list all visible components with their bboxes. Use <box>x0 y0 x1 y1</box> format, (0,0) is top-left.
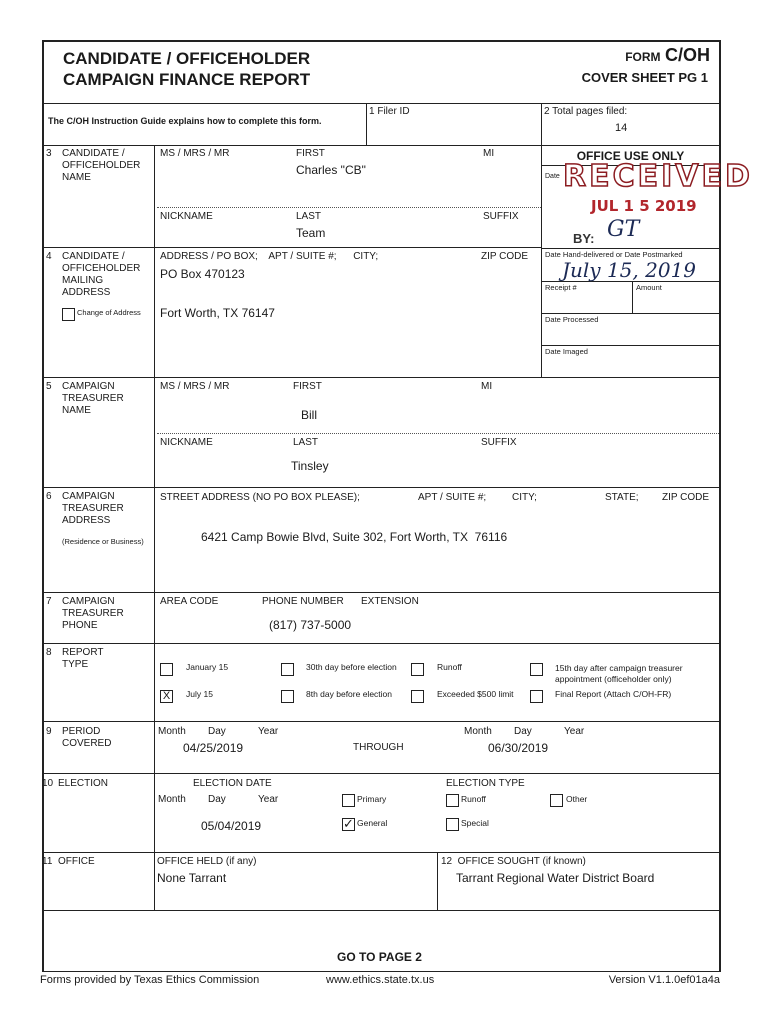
change-of-address-checkbox[interactable] <box>62 308 75 321</box>
treasurer-suffix-label: SUFFIX <box>481 437 517 448</box>
footer-version: Version V1.1.0ef01a4a <box>608 974 720 986</box>
date-processed-label: Date Processed <box>545 315 599 324</box>
treasurer-street-label: STREET ADDRESS (NO PO BOX PLEASE); <box>160 492 360 503</box>
stamp-date: JUL 1 5 2019 <box>591 197 697 215</box>
receipt-label: Receipt # <box>545 283 577 292</box>
special-checkbox[interactable] <box>446 818 459 831</box>
form-id <box>625 45 710 66</box>
section3-number: 3 <box>46 148 52 159</box>
office-sought-label: 12 OFFICE SOUGHT (if known) <box>441 856 586 867</box>
candidate-last-label: LAST <box>296 211 322 222</box>
election-date-label: ELECTION DATE <box>193 778 272 789</box>
cover-sheet-label: COVER SHEET PG 1 <box>581 70 708 85</box>
exceeded-label: Exceeded $500 limit <box>437 689 514 699</box>
section4-label: CANDIDATE / OFFICEHOLDER MAILING ADDRESS <box>62 251 141 298</box>
treasurer-address[interactable]: 6421 Camp Bowie Blvd, Suite 302, Fort Worth, TX 76116 <box>201 530 508 544</box>
instruction-text: The C/OH Instruction Guide explains how to complete this form. <box>48 116 322 126</box>
section10-number: 10 <box>42 778 54 789</box>
treasurer-mi-label: MI <box>481 381 493 392</box>
form-code: C/OH <box>665 45 710 65</box>
jan15-checkbox[interactable] <box>160 663 173 676</box>
election-date[interactable]: 05/04/2019 <box>201 819 262 833</box>
total-pages-label: 2 Total pages filed: <box>544 106 628 117</box>
treasurer-phone[interactable]: (817) 737-5000 <box>269 618 352 632</box>
by-label: BY: <box>573 231 595 246</box>
period-to[interactable]: 06/30/2019 <box>488 741 549 755</box>
election-month-label: Month <box>158 794 186 805</box>
section9-label: PERIOD COVERED <box>62 726 112 749</box>
treasurer-apt-label: APT / SUITE #; <box>418 492 487 503</box>
day8-checkbox[interactable] <box>281 690 294 703</box>
primary-checkbox[interactable] <box>342 794 355 807</box>
phone-number-label: PHONE NUMBER <box>262 596 344 607</box>
area-code-label: AREA CODE <box>160 596 219 607</box>
jan15-label: January 15 <box>186 662 229 672</box>
section6-label: CAMPAIGN TREASURER ADDRESS <box>62 491 124 526</box>
period-from[interactable]: 04/25/2019 <box>183 741 244 755</box>
candidate-suffix-label: SUFFIX <box>483 211 519 222</box>
filer-id-field[interactable] <box>380 120 535 140</box>
section6-note: (Residence or Business) <box>62 537 144 546</box>
candidate-first-name[interactable]: Charles "CB" <box>296 163 366 177</box>
day8-label: 8th day before election <box>306 689 393 699</box>
office-use-title: OFFICE USE ONLY <box>576 149 685 163</box>
final-report-checkbox[interactable] <box>530 690 543 703</box>
election-runoff-label: Runoff <box>461 794 486 804</box>
candidate-zip-label: ZIP CODE <box>481 251 529 262</box>
to-year-label: Year <box>564 726 585 737</box>
day30-checkbox[interactable] <box>281 663 294 676</box>
treasurer-prefix-label: MS / MRS / MR <box>160 381 230 392</box>
other-checkbox[interactable] <box>550 794 563 807</box>
change-of-address-label: Change of Address <box>77 308 141 317</box>
candidate-last-name[interactable]: Team <box>296 226 326 240</box>
day15-checkbox[interactable] <box>530 663 543 676</box>
other-label: Other <box>566 794 588 804</box>
jul15-label: July 15 <box>186 689 213 699</box>
special-label: Special <box>461 818 489 828</box>
total-pages-value[interactable]: 14 <box>615 122 628 134</box>
candidate-address-line2[interactable]: Fort Worth, TX 76147 <box>160 306 275 320</box>
section5-label: CAMPAIGN TREASURER NAME <box>62 381 124 416</box>
form-prefix: FORM <box>625 50 661 64</box>
from-year-label: Year <box>258 726 279 737</box>
footer-provided-by: Forms provided by Texas Ethics Commission <box>40 974 260 986</box>
day15-label: 15th day after campaign treasurer appointment (officeholder only) <box>555 663 683 684</box>
treasurer-state-label: STATE; <box>605 492 639 503</box>
candidate-first-label: FIRST <box>296 148 325 159</box>
through-label: THROUGH <box>353 742 404 753</box>
section8-label: REPORT TYPE <box>62 647 104 670</box>
runoff-label: Runoff <box>437 662 462 672</box>
election-day-label: Day <box>208 794 226 805</box>
day30-label: 30th day before election <box>306 662 397 672</box>
final-report-label: Final Report (Attach C/OH-FR) <box>555 689 672 699</box>
office-sought-value[interactable]: Tarrant Regional Water District Board <box>456 871 655 885</box>
by-initials: GT <box>607 217 640 242</box>
candidate-prefix-label: MS / MRS / MR <box>160 148 230 159</box>
candidate-address-label: ADDRESS / PO BOX; APT / SUITE #; CITY; <box>160 251 379 262</box>
received-stamp: RECEIVED <box>563 159 753 194</box>
filer-id-label: 1 Filer ID <box>369 106 410 117</box>
election-runoff-checkbox[interactable] <box>446 794 459 807</box>
amount-label: Amount <box>636 283 662 292</box>
office-held-value[interactable]: None Tarrant <box>157 871 227 885</box>
treasurer-first-label: FIRST <box>293 381 322 392</box>
section3-label: CANDIDATE / OFFICEHOLDER NAME <box>62 148 141 183</box>
election-year-label: Year <box>258 794 279 805</box>
candidate-mi-label: MI <box>483 148 495 159</box>
treasurer-first-name[interactable]: Bill <box>301 408 318 422</box>
hand-delivered-value[interactable]: July 15, 2019 <box>562 258 697 282</box>
section11-label: OFFICE <box>58 856 95 867</box>
treasurer-city-label: CITY; <box>512 492 537 503</box>
title-line-1: CANDIDATE / OFFICEHOLDER <box>63 49 311 68</box>
to-day-label: Day <box>514 726 532 737</box>
report-title <box>63 48 310 90</box>
general-label: General <box>357 818 388 828</box>
treasurer-zip-label: ZIP CODE <box>662 492 710 503</box>
section5-number: 5 <box>46 381 52 392</box>
treasurer-last-label: LAST <box>293 437 319 448</box>
primary-label: Primary <box>357 794 387 804</box>
hand-delivered-label: Date Hand-delivered or Date Postmarked <box>545 250 683 259</box>
treasurer-last-name[interactable]: Tinsley <box>291 459 329 473</box>
date-imaged-label: Date Imaged <box>545 347 588 356</box>
section9-number: 9 <box>46 726 52 737</box>
section11-number: 11 <box>42 856 53 867</box>
section4-number: 4 <box>46 251 52 262</box>
office-held-label: OFFICE HELD (if any) <box>157 856 257 867</box>
extension-label: EXTENSION <box>361 596 419 607</box>
candidate-nickname-label: NICKNAME <box>160 211 213 222</box>
general-checkbox[interactable]: ✓ <box>343 816 354 831</box>
treasurer-nickname-label: NICKNAME <box>160 437 213 448</box>
jul15-checkbox[interactable]: X <box>160 690 173 703</box>
section7-number: 7 <box>46 596 52 607</box>
exceeded-checkbox[interactable] <box>411 690 424 703</box>
title-line-2: CAMPAIGN FINANCE REPORT <box>63 70 311 89</box>
section7-label: CAMPAIGN TREASURER PHONE <box>62 596 124 631</box>
office-use-box <box>541 145 753 248</box>
section10-label: ELECTION <box>58 778 109 789</box>
go-to-page-2: GO TO PAGE 2 <box>337 950 422 964</box>
runoff-checkbox[interactable] <box>411 663 424 676</box>
section6-number: 6 <box>46 491 52 502</box>
from-month-label: Month <box>158 726 186 737</box>
from-day-label: Day <box>208 726 226 737</box>
date-received-label: Date <box>545 173 560 180</box>
election-type-label: ELECTION TYPE <box>446 778 525 789</box>
footer-website: www.ethics.state.tx.us <box>326 974 435 986</box>
candidate-address-line1[interactable]: PO Box 470123 <box>160 267 245 281</box>
to-month-label: Month <box>464 726 492 737</box>
section8-number: 8 <box>46 647 52 658</box>
